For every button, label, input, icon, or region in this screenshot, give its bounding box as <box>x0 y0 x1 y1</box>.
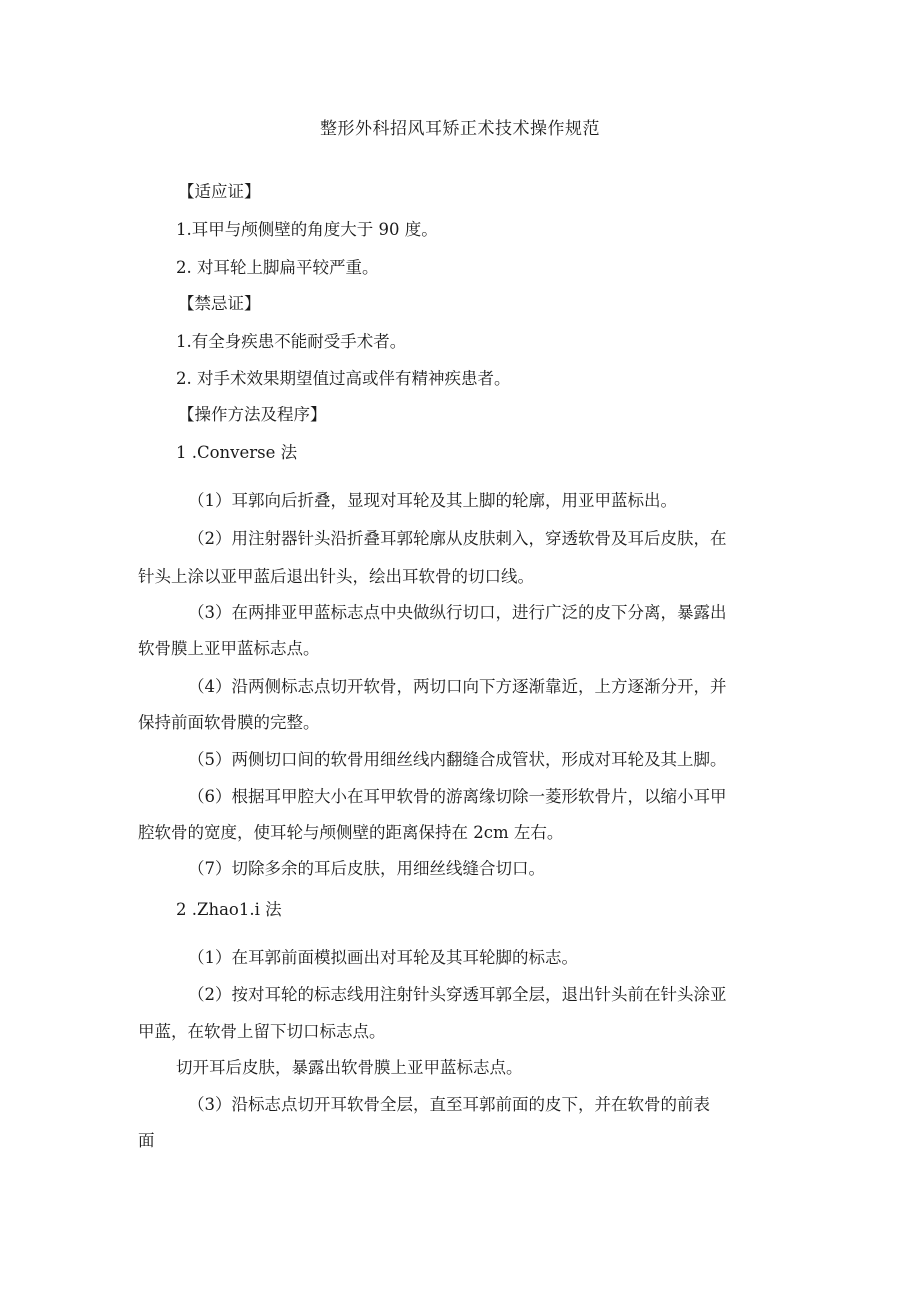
indication-item-2: 2. 对耳轮上脚扁平较严重。 <box>176 258 379 277</box>
zhao-step-unnumbered: 切开耳后皮肤，暴露出软骨膜上亚甲蓝标志点。 <box>176 1058 523 1077</box>
method-heading-converse: 1 .Converse 法 <box>176 443 298 462</box>
converse-step-3-cont: 软骨膜上亚甲蓝标志点。 <box>138 639 320 658</box>
converse-step-1: （1）耳郭向后折叠，显现对耳轮及其上脚的轮廓，用亚甲蓝标出。 <box>188 491 677 510</box>
section-heading-indications: 【适应证】 <box>178 182 261 201</box>
document-title: 整形外科招风耳矫正术技术操作规范 <box>320 119 600 139</box>
converse-step-2: （2）用注射器针头沿折叠耳郭轮廓从皮肤刺入，穿透软骨及耳后皮肤，在 <box>188 529 727 548</box>
zhao-step-3: （3）沿标志点切开耳软骨全层，直至耳郭前面的皮下，并在软骨的前表 <box>188 1095 710 1114</box>
converse-step-3: （3）在两排亚甲蓝标志点中央做纵行切口，进行广泛的皮下分离，暴露出 <box>188 603 727 622</box>
converse-step-4-cont: 保持前面软骨膜的完整。 <box>138 713 320 732</box>
indication-item-1: 1.耳甲与颅侧壁的角度大于 90 度。 <box>176 220 438 239</box>
zhao-step-3-cont: 面 <box>138 1131 155 1150</box>
converse-step-4: （4）沿两侧标志点切开软骨，两切口向下方逐渐靠近，上方逐渐分开，并 <box>188 677 727 696</box>
zhao-step-2: （2）按对耳轮的标志线用注射针头穿透耳郭全层，退出针头前在针头涂亚 <box>188 985 727 1004</box>
section-heading-procedure: 【操作方法及程序】 <box>178 405 327 424</box>
converse-step-6: （6）根据耳甲腔大小在耳甲软骨的游离缘切除一菱形软骨片，以缩小耳甲 <box>188 787 727 806</box>
contraindication-item-2: 2. 对手术效果期望值过高或伴有精神疾患者。 <box>176 369 511 388</box>
contraindication-item-1: 1.有全身疾患不能耐受手术者。 <box>176 332 407 351</box>
converse-step-5: （5）两侧切口间的软骨用细丝线内翻缝合成管状，形成对耳轮及其上脚。 <box>188 750 727 769</box>
zhao-step-1: （1）在耳郭前面模拟画出对耳轮及其耳轮脚的标志。 <box>188 948 578 967</box>
converse-step-7: （7）切除多余的耳后皮肤，用细丝线缝合切口。 <box>188 859 545 878</box>
zhao-step-2-cont: 甲蓝，在软骨上留下切口标志点。 <box>138 1022 386 1041</box>
method-heading-zhao: 2 .Zhao1.i 法 <box>176 900 282 919</box>
converse-step-6-cont: 腔软骨的宽度，使耳轮与颅侧壁的距离保持在 2cm 左右。 <box>138 823 564 842</box>
converse-step-2-cont: 针头上涂以亚甲蓝后退出针头，绘出耳软骨的切口线。 <box>138 567 534 586</box>
section-heading-contraindications: 【禁忌证】 <box>178 294 261 313</box>
